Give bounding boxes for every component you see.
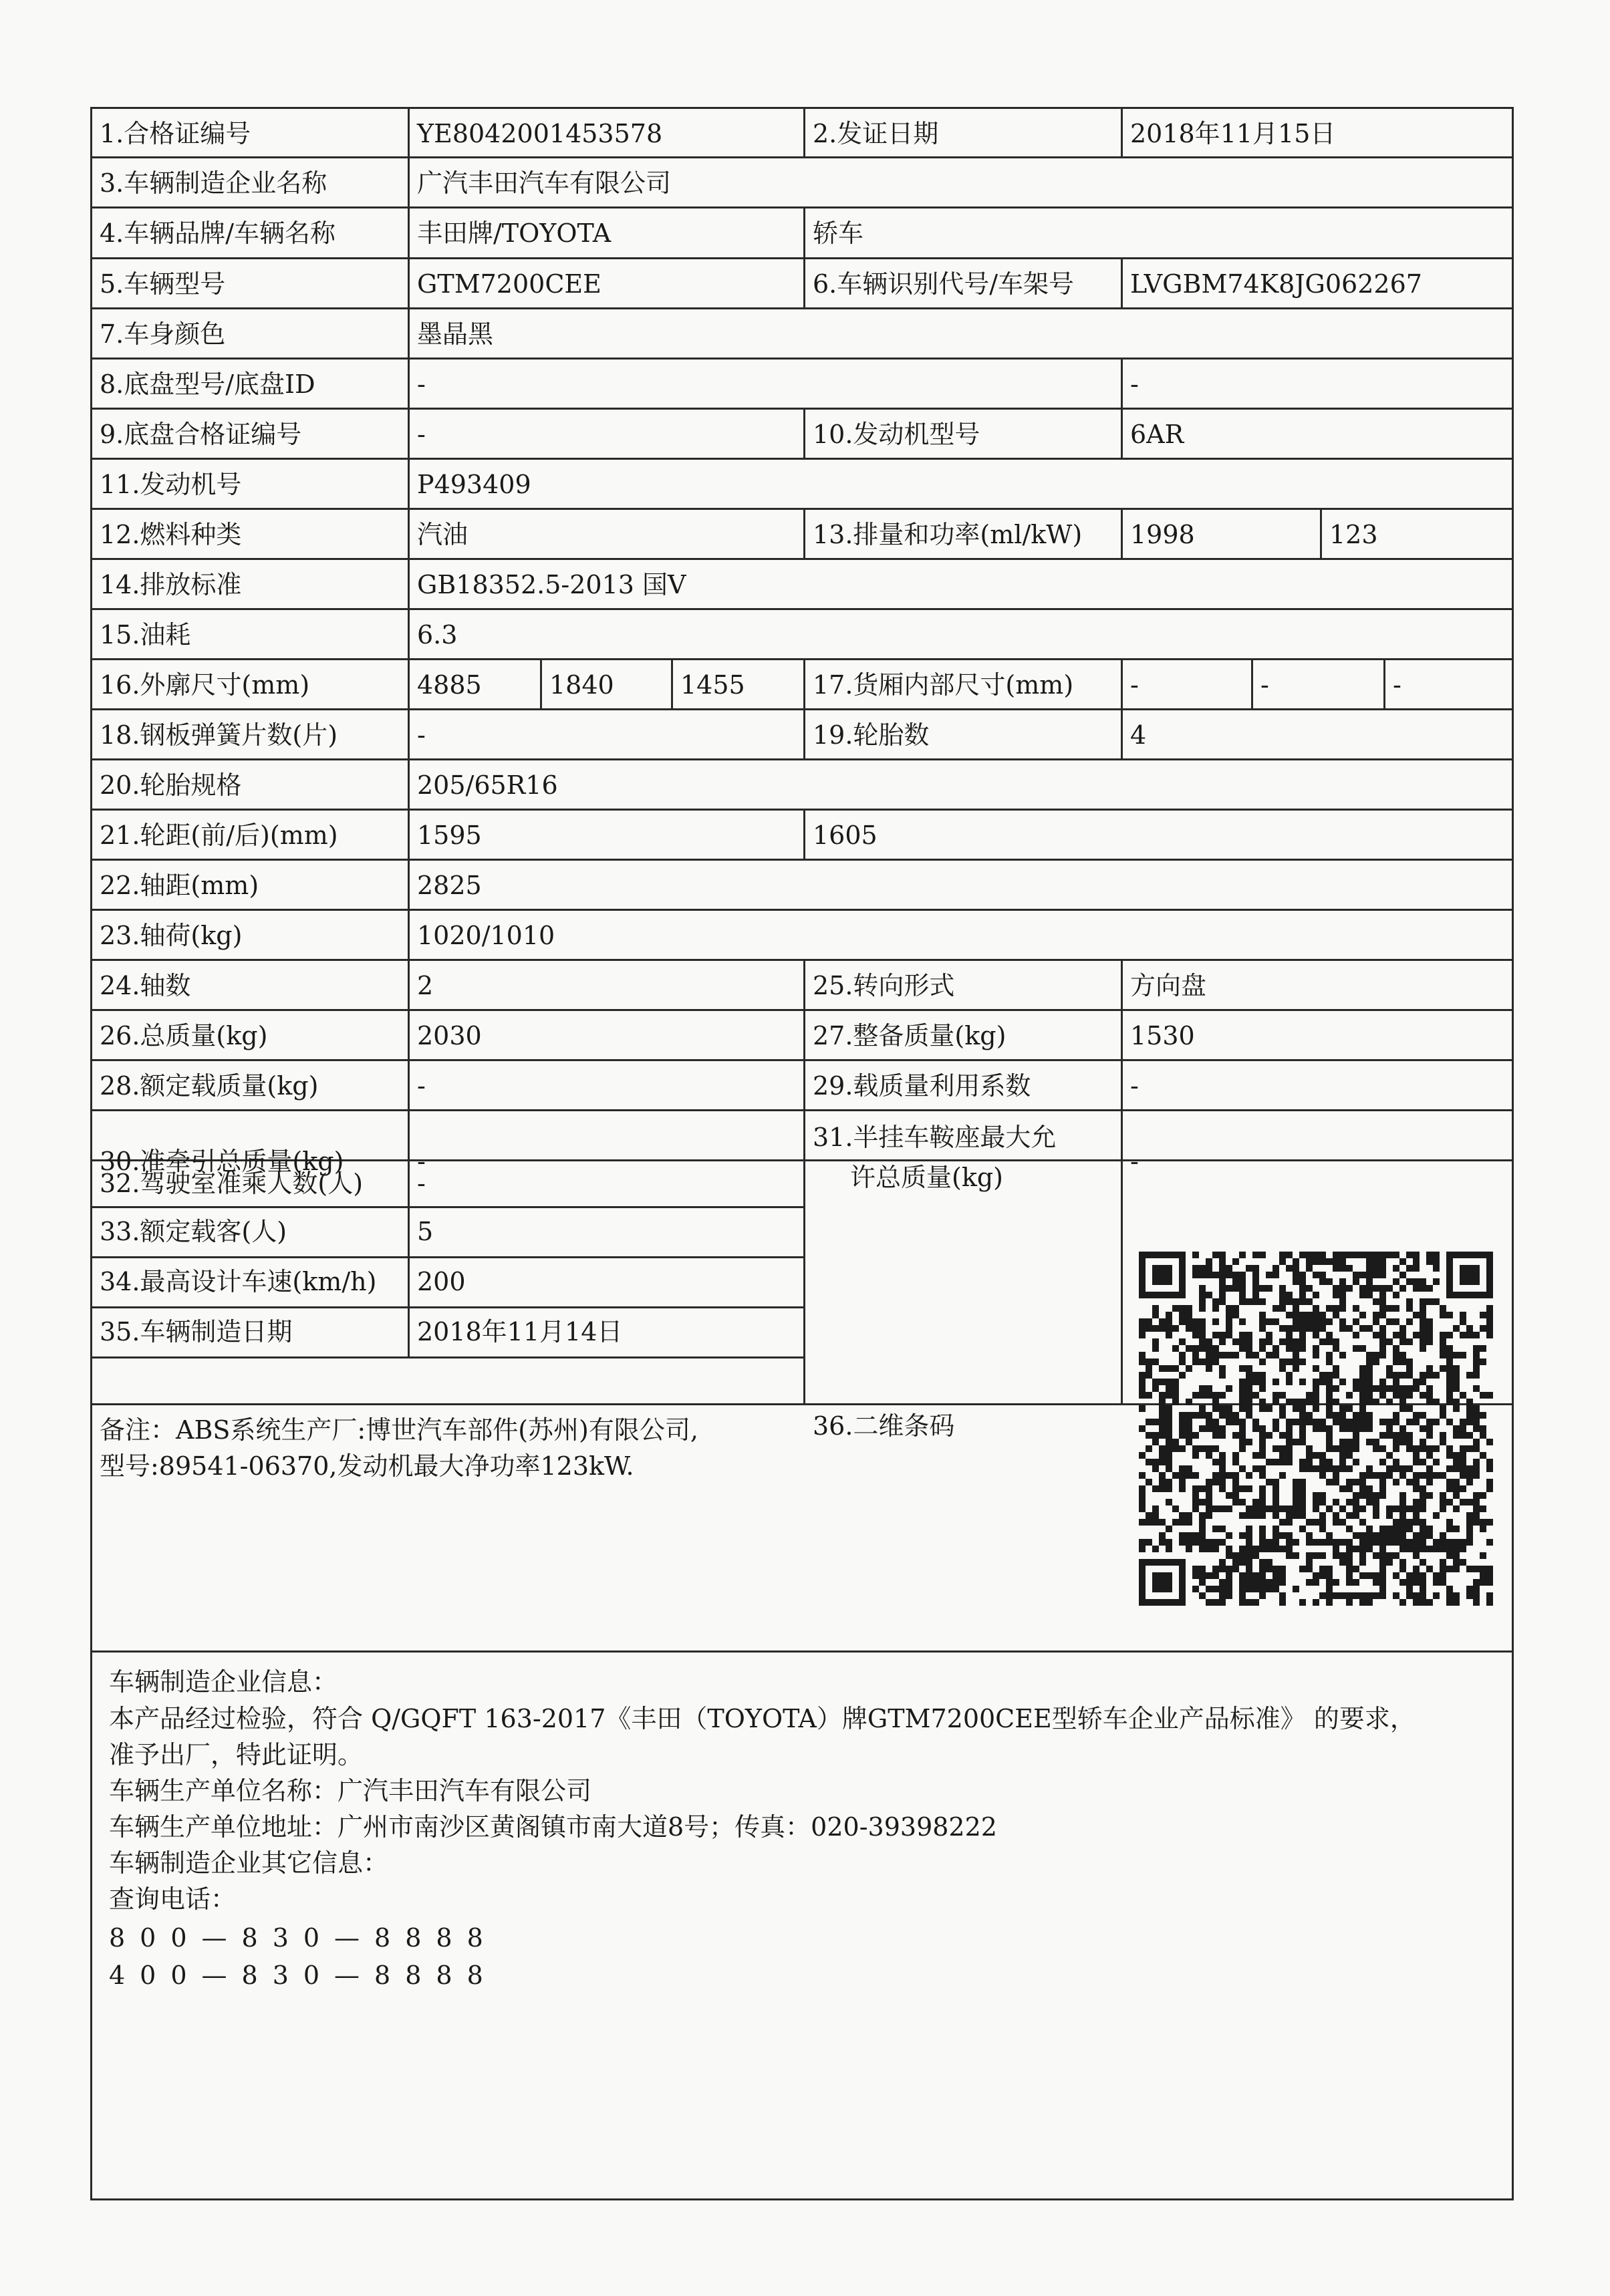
field-label: 33.额定载客(人)	[100, 1217, 287, 1246]
table-rule	[803, 1109, 805, 1161]
table-rule	[408, 859, 410, 911]
table-rule	[408, 257, 410, 309]
table-rule	[1121, 1159, 1123, 1405]
table-rule	[90, 508, 1514, 510]
table-rule	[1121, 658, 1123, 710]
field-label: 32.驾驶室准乘人数(人)	[100, 1169, 364, 1198]
field-value: 2018年11月15日	[1130, 119, 1336, 148]
table-rule	[408, 809, 410, 861]
table-rule	[408, 708, 410, 760]
field-label: 18.钢板弹簧片数(片)	[100, 720, 338, 750]
field-label: 30.准牵引总质量(kg)	[100, 1147, 344, 1176]
table-rule	[90, 909, 1514, 911]
footer-line: 车辆制造企业其它信息：	[109, 1848, 389, 1878]
table-rule	[803, 408, 805, 460]
field-value: 5	[417, 1217, 434, 1246]
table-rule	[1320, 508, 1322, 560]
table-rule	[803, 206, 805, 259]
table-rule	[90, 608, 1514, 610]
table-rule	[408, 1009, 410, 1061]
field-value: YE8042001453578	[417, 119, 663, 148]
field-value: 6.3	[417, 620, 458, 650]
field-label: 16.外廓尺寸(mm)	[100, 670, 310, 700]
table-rule	[90, 809, 1514, 811]
table-rule	[1383, 658, 1385, 710]
field-value: 6AR	[1130, 420, 1184, 449]
table-rule	[803, 959, 805, 1011]
table-rule	[408, 107, 410, 158]
field-label: 22.轴距(mm)	[100, 871, 259, 900]
table-rule	[1121, 408, 1123, 460]
field-value: 2	[417, 971, 434, 1000]
table-rule	[803, 708, 805, 760]
table-rule	[803, 508, 805, 560]
footer-line: 车辆生产单位名称：广汽丰田汽车有限公司	[109, 1776, 592, 1806]
field-value: -	[1130, 1147, 1139, 1176]
remarks-line: 型号:89541-06370,发动机最大净功率123kW.	[100, 1451, 634, 1481]
table-rule	[90, 859, 1514, 861]
field-value: 1998	[1130, 520, 1195, 549]
table-rule	[408, 206, 410, 259]
table-rule	[90, 458, 1514, 460]
table-rule	[803, 1059, 805, 1111]
table-rule	[90, 1256, 805, 1258]
table-rule	[408, 959, 410, 1011]
field-label: 8.底盘型号/底盘ID	[100, 370, 315, 399]
field-value: 2030	[417, 1021, 482, 1050]
table-rule	[408, 1059, 410, 1111]
table-rule	[671, 658, 673, 710]
table-rule	[90, 1306, 805, 1308]
table-rule	[408, 408, 410, 460]
field-label: 28.额定载质量(kg)	[100, 1071, 319, 1101]
table-rule	[408, 357, 410, 410]
footer-line: 800—830—8888	[109, 1923, 498, 1953]
table-rule	[408, 1109, 410, 1161]
field-label: 31.半挂车鞍座最大允	[813, 1123, 1057, 1152]
table-rule	[90, 758, 1514, 760]
field-label: 35.车辆制造日期	[100, 1317, 293, 1346]
table-rule	[90, 408, 1514, 410]
field-label: 许总质量(kg)	[850, 1163, 1004, 1192]
field-value: -	[1130, 1071, 1139, 1101]
table-rule	[90, 1109, 1514, 1111]
table-rule	[408, 307, 410, 360]
table-rule	[803, 1159, 805, 1405]
table-rule	[1121, 357, 1123, 410]
field-label: 6.车辆识别代号/车架号	[813, 269, 1075, 299]
field-label: 13.排量和功率(ml/kW)	[813, 520, 1083, 549]
field-value: 4885	[417, 670, 482, 700]
table-rule	[90, 1009, 1514, 1011]
table-rule	[1512, 107, 1514, 2200]
field-label: 20.轮胎规格	[100, 770, 242, 800]
field-label: 4.车辆品牌/车辆名称	[100, 219, 336, 248]
field-label: 3.车辆制造企业名称	[100, 168, 327, 198]
table-rule	[408, 558, 410, 610]
table-rule	[1121, 1009, 1123, 1061]
table-rule	[90, 708, 1514, 710]
table-rule	[408, 658, 410, 710]
field-label: 15.油耗	[100, 620, 191, 650]
field-label: 5.车辆型号	[100, 269, 226, 299]
table-rule	[540, 658, 542, 710]
field-label: 11.发动机号	[100, 470, 242, 499]
field-label: 1.合格证编号	[100, 119, 251, 148]
field-value: 方向盘	[1130, 971, 1207, 1000]
table-rule	[408, 458, 410, 510]
field-label: 7.车身颜色	[100, 319, 226, 349]
table-rule	[90, 357, 1514, 360]
table-rule	[803, 809, 805, 861]
field-label: 24.轴数	[100, 971, 191, 1000]
qr-code	[1139, 1252, 1493, 1606]
table-rule	[803, 1009, 805, 1061]
field-value: -	[417, 370, 426, 399]
table-rule	[408, 608, 410, 660]
field-label: 29.载质量利用系数	[813, 1071, 1031, 1101]
field-value: -	[417, 1169, 426, 1198]
table-rule	[1121, 508, 1123, 560]
field-value: 4	[1130, 720, 1147, 750]
field-label: 26.总质量(kg)	[100, 1021, 268, 1050]
footer-line: 车辆制造企业信息：	[109, 1667, 338, 1697]
table-rule	[90, 1356, 805, 1358]
table-rule	[90, 959, 1514, 961]
footer-line: 400—830—8888	[109, 1961, 498, 1990]
table-rule	[90, 1206, 805, 1208]
table-rule	[90, 156, 1514, 158]
field-value: -	[417, 1071, 426, 1101]
table-rule	[408, 508, 410, 560]
table-rule	[1121, 959, 1123, 1011]
field-label: -	[1260, 670, 1269, 700]
table-rule	[1121, 708, 1123, 760]
field-value: -	[1130, 670, 1139, 700]
field-value: -	[417, 720, 426, 750]
remarks-line: 备注：ABS系统生产厂:博世汽车部件(苏州)有限公司,	[100, 1415, 698, 1445]
field-label: 23.轴荷(kg)	[100, 921, 243, 950]
qr-label: 36.二维条码	[813, 1411, 955, 1441]
field-label: 12.燃料种类	[100, 520, 242, 549]
footer-line: 准予出厂，特此证明。	[109, 1740, 364, 1769]
field-value: P493409	[417, 470, 531, 499]
field-value: 1455	[680, 670, 745, 700]
field-label: 10.发动机型号	[813, 420, 980, 449]
field-value: GTM7200CEE	[417, 269, 601, 299]
footer-line: 本产品经过检验，符合 Q/GQFT 163-2017《丰田（TOYOTA）牌GTM7200CEE型轿车企业产品标准》 的要求，	[109, 1704, 1416, 1733]
field-label: 34.最高设计车速(km/h)	[100, 1267, 377, 1296]
field-value: 墨晶黑	[417, 319, 494, 349]
field-label: 17.货厢内部尺寸(mm)	[813, 670, 1074, 700]
field-value: -	[417, 1147, 426, 1176]
table-rule	[408, 909, 410, 961]
footer-line: 查询电话：	[109, 1884, 237, 1914]
table-rule	[803, 107, 805, 158]
footer-line: 车辆生产单位地址：广州市南沙区黄阁镇市南大道8号；传真：020-39398222	[109, 1812, 997, 1842]
field-value: 丰田牌/TOYOTA	[417, 219, 612, 248]
field-label: 19.轮胎数	[813, 720, 930, 750]
table-rule	[1121, 1059, 1123, 1111]
field-value: 汽油	[417, 520, 468, 549]
field-value: LVGBM74K8JG062267	[1130, 269, 1422, 299]
field-value: 2825	[417, 871, 482, 900]
field-value: -	[417, 420, 426, 449]
table-rule	[90, 206, 1514, 208]
table-rule	[90, 307, 1514, 309]
table-rule	[90, 1059, 1514, 1061]
table-rule	[90, 1651, 1514, 1653]
table-rule	[90, 107, 1514, 109]
field-value: 1530	[1130, 1021, 1195, 1050]
table-rule	[90, 107, 92, 2200]
table-rule	[1121, 107, 1123, 158]
field-value: 200	[417, 1267, 466, 1296]
field-label: 1605	[813, 821, 878, 850]
field-label: 2.发证日期	[813, 119, 939, 148]
field-label: 轿车	[813, 219, 864, 248]
table-rule	[408, 758, 410, 811]
field-label: 9.底盘合格证编号	[100, 420, 302, 449]
table-rule	[1121, 1109, 1123, 1161]
table-rule	[1251, 658, 1253, 710]
table-rule	[408, 156, 410, 208]
field-value: 205/65R16	[417, 770, 558, 800]
table-rule	[90, 558, 1514, 560]
table-rule	[803, 257, 805, 309]
field-label: -	[1130, 370, 1139, 399]
field-value: GB18352.5-2013 国V	[417, 570, 686, 599]
field-value: -	[1393, 670, 1401, 700]
field-label: 27.整备质量(kg)	[813, 1021, 1007, 1050]
field-label: 14.排放标准	[100, 570, 242, 599]
field-value: 广汽丰田汽车有限公司	[417, 168, 672, 198]
field-label: 25.转向形式	[813, 971, 955, 1000]
table-rule	[90, 2198, 1514, 2200]
table-rule	[90, 658, 1514, 660]
field-label: 123	[1329, 520, 1378, 549]
table-rule	[90, 257, 1514, 259]
table-rule	[1121, 257, 1123, 309]
field-label: 21.轮距(前/后)(mm)	[100, 821, 338, 850]
table-rule	[803, 658, 805, 710]
field-label: 1840	[549, 670, 614, 700]
field-value: 1595	[417, 821, 482, 850]
field-value: 2018年11月14日	[417, 1317, 623, 1346]
table-rule	[408, 1159, 410, 1358]
field-value: 1020/1010	[417, 921, 555, 950]
